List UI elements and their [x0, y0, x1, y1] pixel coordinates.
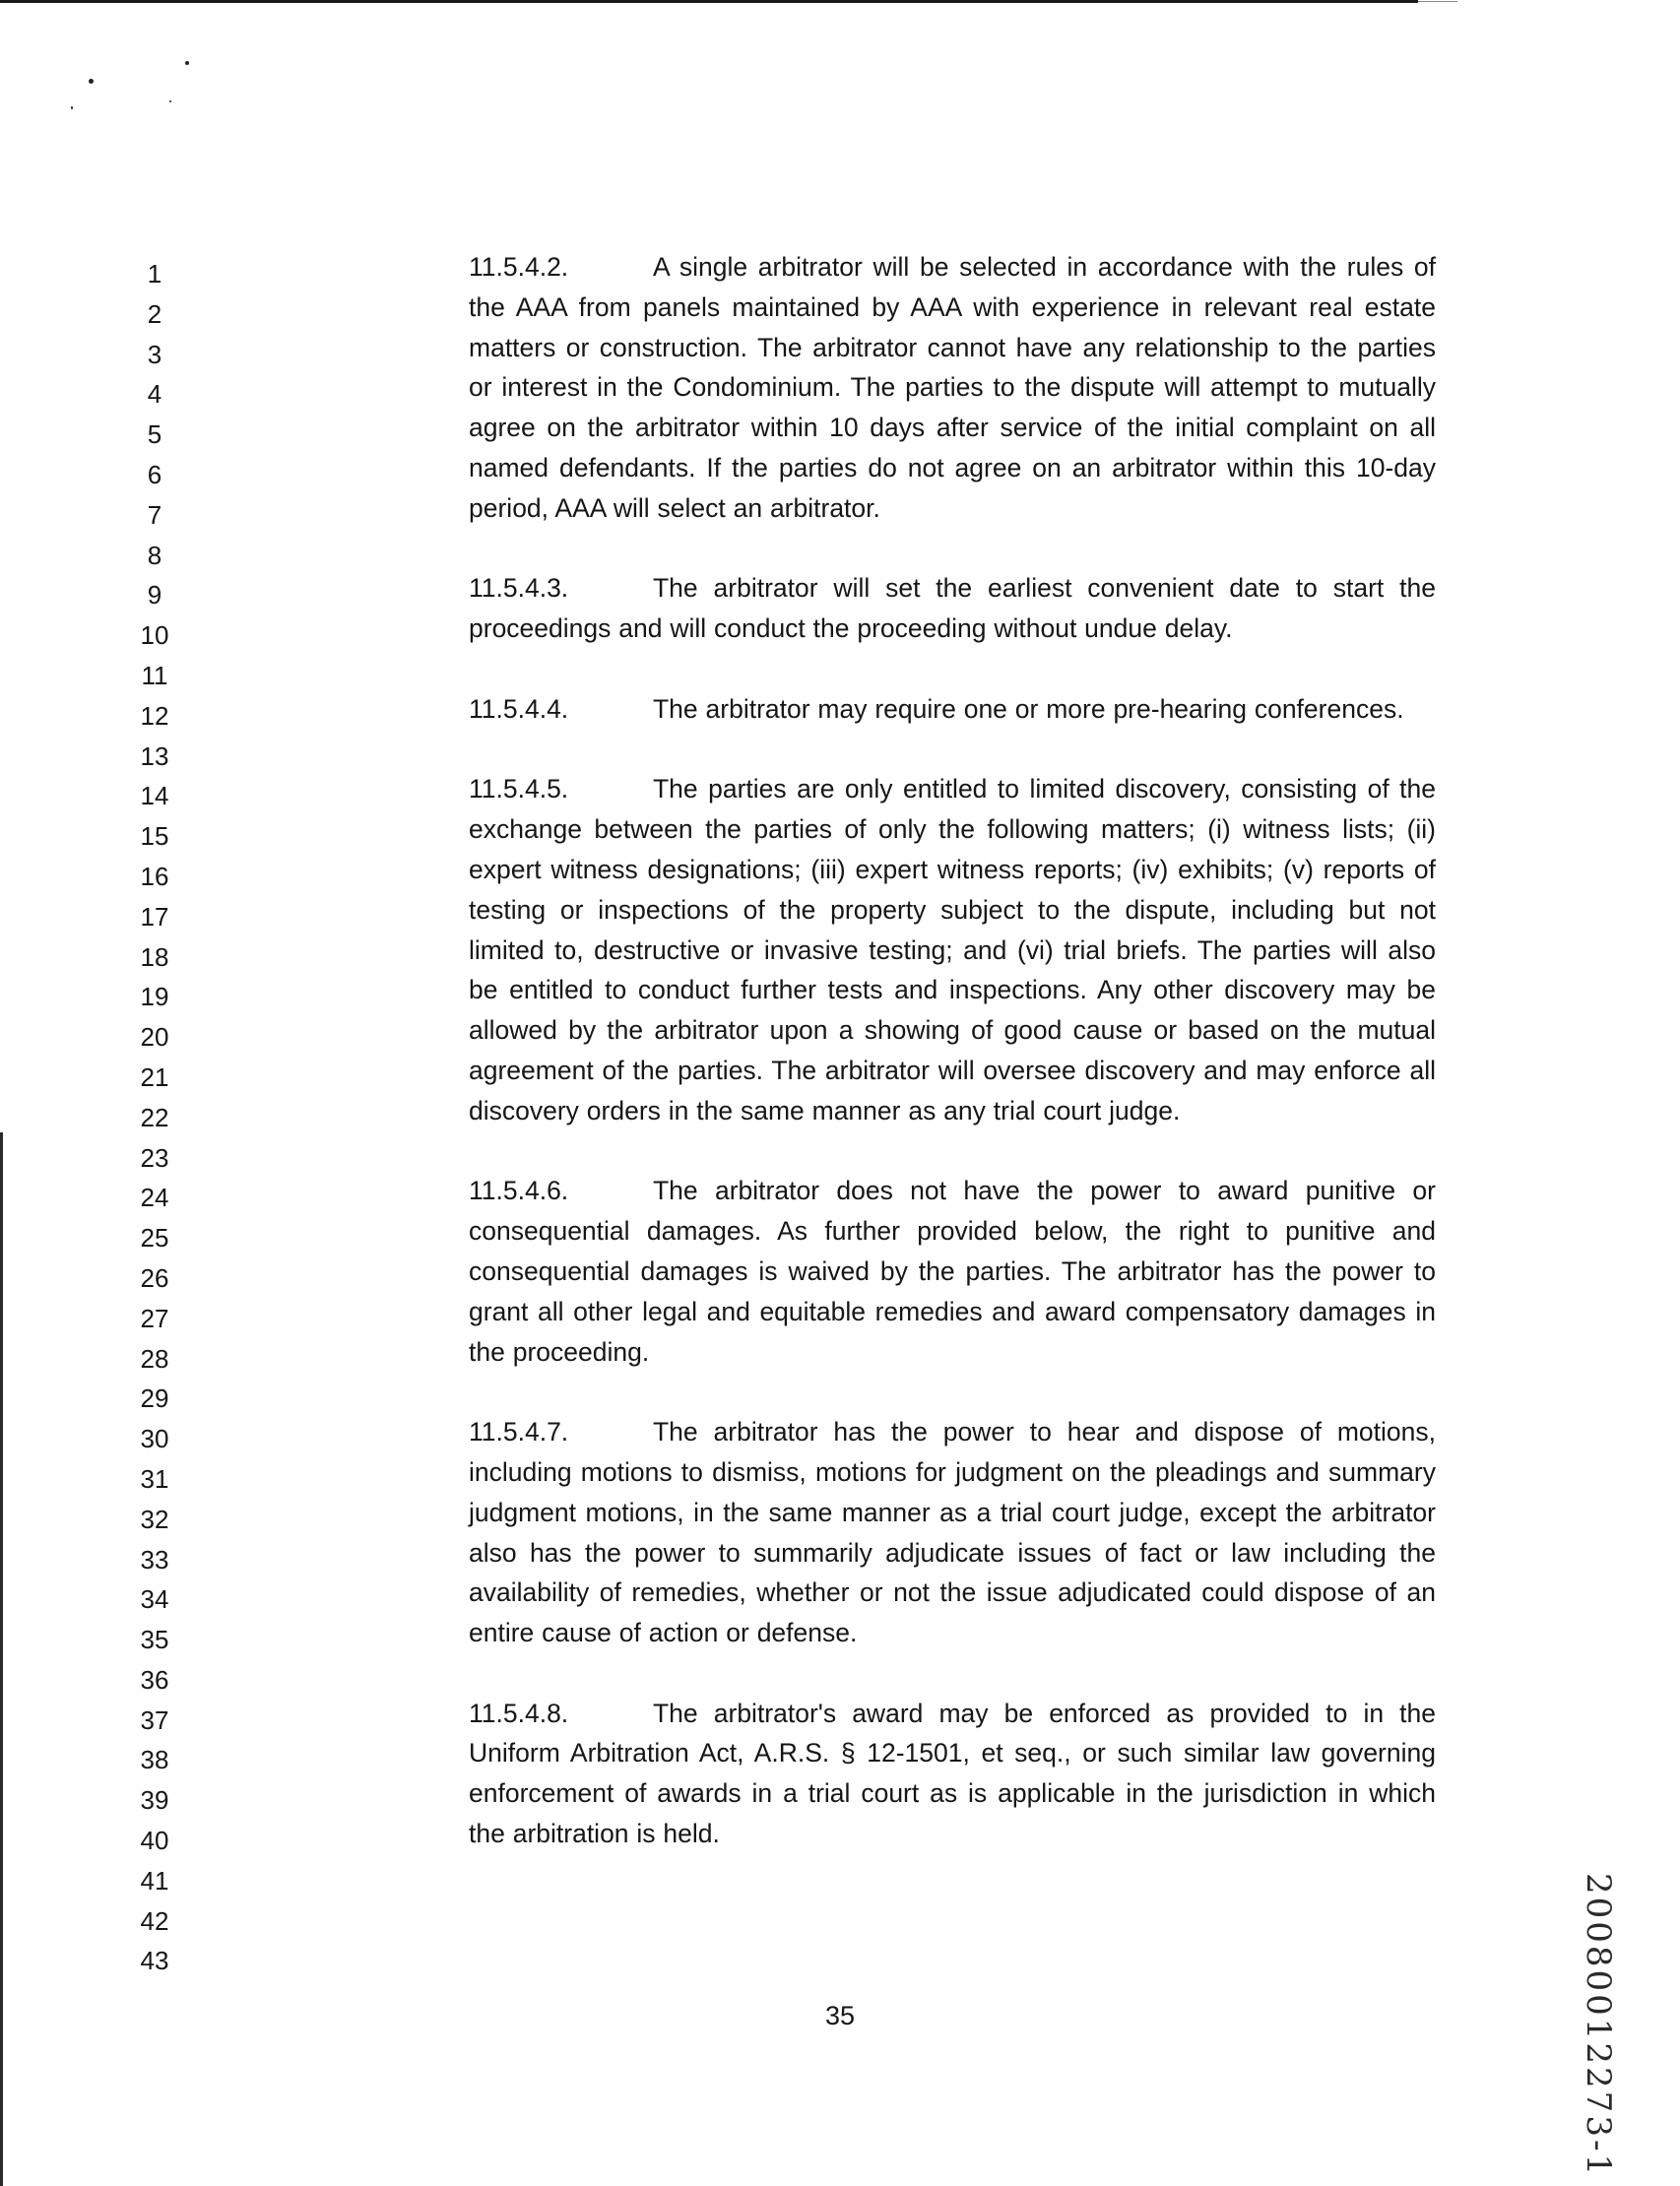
line-number: 32 [140, 1504, 169, 1534]
line-number: 43 [140, 1946, 169, 1976]
section-11-5-4-4 [469, 689, 1436, 730]
scan-speck [89, 79, 94, 84]
line-number: 34 [140, 1584, 169, 1615]
line-number: 30 [140, 1424, 169, 1454]
page-number: 35 [824, 2001, 856, 2030]
line-number: 4 [147, 379, 162, 410]
line-number: 8 [147, 540, 162, 570]
line-number: 10 [140, 620, 169, 651]
line-number: 1 [147, 259, 162, 289]
section-text: The arbitrator does not have the power to award punitive or consequential damages. As further provided below, the right to punitive and consequential damages is waived by the parties. The arbitrator has the power to grant all other legal and equitable remedies and award compensatory damages in the proceeding. [469, 1176, 1436, 1367]
line-number: 15 [140, 821, 169, 852]
section-number: 11.5.4.7. [469, 1417, 569, 1447]
line-number: 14 [140, 781, 169, 811]
blank-line [469, 1131, 1436, 1172]
blank-line [469, 529, 1436, 569]
section-text: The arbitrator will set the earliest convenient date to start the proceedings and will conduct the proceeding without undue delay. [469, 573, 1436, 644]
scan-speck [71, 106, 73, 109]
section-11-5-4-6 [469, 1171, 1436, 1372]
section-11-5-4-5 [469, 769, 1436, 1130]
line-number: 13 [140, 740, 169, 771]
section-text: The arbitrator may require one or more pre-hearing conferences. [653, 693, 1404, 724]
section-11-5-4-2 [469, 247, 1436, 529]
section-text: The parties are only entitled to limited discovery, consisting of the exchange between the parties of only the following matters; (i) witness lists; (ii) expert witness designations; (iii) expert witness reports; (iv) exhibits; (v) reports of testing or inspections of the property subject to the dispute, including but not limited to, destructive or invasive testing; and (vi) trial briefs. The parties will also be entitled to conduct further tests and inspections. Any other discovery may be allowed by the arbitrator upon a showing of good cause or based on the mutual agreement of the parties. The arbitrator will oversee discovery and may enforce all discovery orders in the same manner as any trial court judge. [469, 774, 1436, 1125]
line-number: 2 [147, 298, 162, 329]
section-number: 11.5.4.4. [469, 693, 569, 724]
scan-speck [169, 100, 171, 102]
scan-border-top [0, 0, 1418, 3]
line-number: 42 [140, 1905, 169, 1936]
line-number-column [130, 254, 179, 1981]
line-number: 16 [140, 861, 169, 891]
scan-border-top-fade [1418, 1, 1457, 2]
line-number: 19 [140, 982, 169, 1012]
line-number: 6 [147, 459, 162, 489]
blank-line [469, 1372, 1436, 1412]
line-number: 25 [140, 1223, 169, 1254]
line-number: 12 [140, 700, 169, 731]
section-number: 11.5.4.3. [469, 573, 569, 604]
section-number: 11.5.4.6. [469, 1176, 569, 1206]
line-number: 17 [140, 901, 169, 932]
line-number: 28 [140, 1343, 169, 1374]
line-number: 31 [140, 1463, 169, 1494]
section-text: A single arbitrator will be selected in accordance with the rules of the AAA from panels maintained by AAA with experience in relevant real estate matters or construction. The arbitrator cannot have any relationship to the parties or interest in the Condominium. The parties to the dispute will attempt to mutually agree on the arbitrator within 10 days after service of the initial complaint on all named defendants. If the parties do not agree on an arbitrator within this 10-day period, AAA will select an arbitrator. [469, 252, 1436, 523]
blank-line [469, 1653, 1436, 1694]
line-number: 3 [147, 339, 162, 369]
line-number: 18 [140, 941, 169, 972]
line-number: 24 [140, 1183, 169, 1213]
line-number: 40 [140, 1826, 169, 1856]
line-number: 5 [147, 419, 162, 450]
document-body [469, 247, 1436, 1854]
line-number: 9 [147, 580, 162, 611]
blank-line [469, 649, 1436, 689]
scan-speck [185, 61, 189, 65]
line-number: 29 [140, 1383, 169, 1414]
line-number: 36 [140, 1664, 169, 1695]
line-number: 26 [140, 1262, 169, 1293]
section-11-5-4-8 [469, 1694, 1436, 1854]
line-number: 41 [140, 1865, 169, 1896]
line-number: 39 [140, 1785, 169, 1816]
line-number: 11 [141, 660, 168, 690]
section-number: 11.5.4.5. [469, 774, 569, 804]
section-11-5-4-3 [469, 568, 1436, 649]
line-number: 21 [140, 1061, 169, 1092]
line-number: 7 [147, 499, 162, 530]
line-number: 38 [140, 1745, 169, 1775]
section-text: The arbitrator's award may be enforced as provided to in the Uniform Arbitration Act, A.R.S. § 12-1501, et seq., or such similar law governing enforcement of awards in a trial court as is applicable in the jurisdiction in which the arbitration is held. [469, 1698, 1436, 1849]
section-number: 11.5.4.2. [469, 252, 569, 282]
section-text: The arbitrator has the power to hear and dispose of motions, including motions to dismiss, motions for judgment on the pleadings and summary judgment motions, in the same manner as a trial court judge, except the arbitrator also has the power to summarily adjudicate issues of fact or law including the availability of remedies, whether or not the issue adjudicated could dispose of an entire cause of action or defense. [469, 1417, 1436, 1648]
blank-line [469, 730, 1436, 770]
line-number: 20 [140, 1022, 169, 1053]
recording-number-stamp: 20080012273-1 [1579, 1873, 1618, 2179]
line-number: 37 [140, 1704, 169, 1735]
section-11-5-4-7 [469, 1412, 1436, 1653]
section-number: 11.5.4.8. [469, 1698, 569, 1728]
line-number: 27 [140, 1303, 169, 1333]
line-number: 33 [140, 1544, 169, 1575]
line-number: 23 [140, 1142, 169, 1173]
line-number: 35 [140, 1625, 169, 1655]
line-number: 22 [140, 1102, 169, 1132]
